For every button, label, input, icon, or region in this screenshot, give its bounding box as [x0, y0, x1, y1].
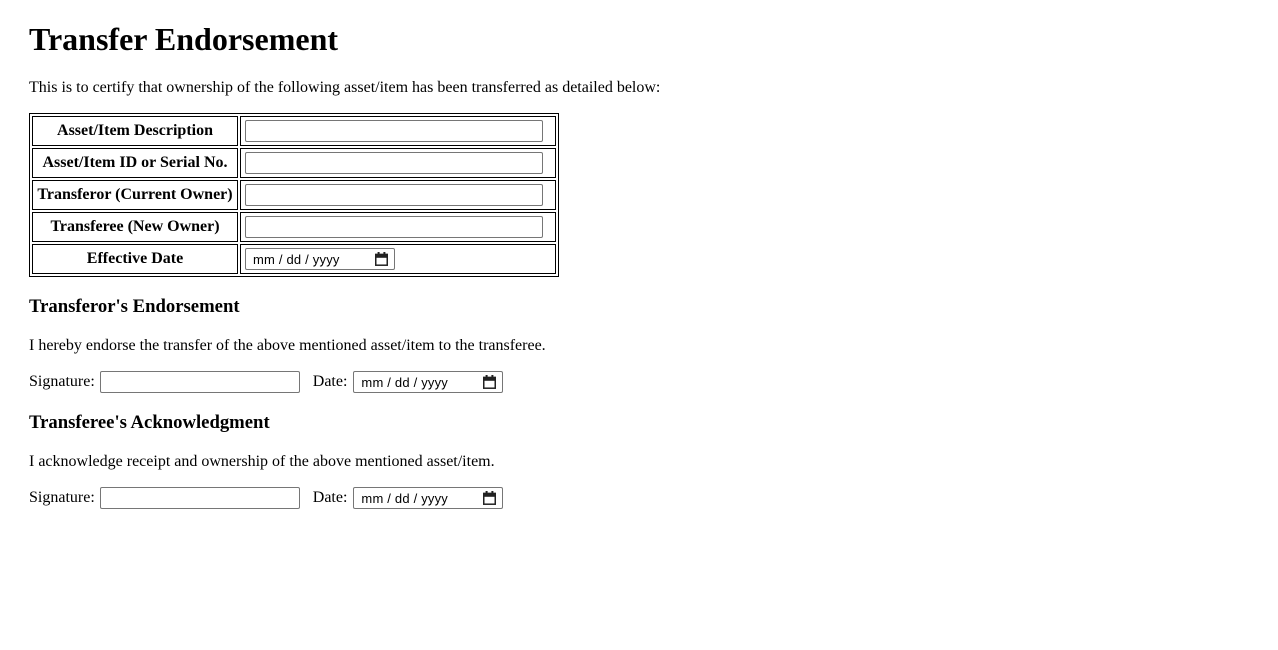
- transferee-acknowledgment-text: I acknowledge receipt and ownership of the above mentioned asset/item.: [29, 453, 495, 470]
- table-row: [32, 212, 556, 242]
- calendar-icon[interactable]: [483, 375, 496, 389]
- calendar-icon[interactable]: [483, 491, 496, 505]
- signature-label: Signature:: [29, 372, 95, 390]
- asset-id-input[interactable]: [245, 152, 543, 174]
- asset-description-input[interactable]: [245, 120, 543, 142]
- date-label: Date:: [312, 372, 348, 390]
- transferee-signature-input[interactable]: [100, 487, 300, 509]
- transferor-signature-input[interactable]: [100, 371, 300, 393]
- date-placeholder-text: mm / dd / yyyy: [253, 251, 340, 267]
- asset-table: [29, 113, 559, 277]
- transferor-endorsement-heading: Transferor's Endorsement: [29, 296, 240, 317]
- transferor-endorsement-text: I hereby endorse the transfer of the above mentioned asset/item to the transferee.: [29, 337, 546, 354]
- table-row: [32, 116, 556, 146]
- transferor-input[interactable]: [245, 184, 543, 206]
- transferor-signature-row: [29, 371, 1249, 393]
- intro-text: This is to certify that ownership of the following asset/item has been transferred as detailed below:: [29, 79, 661, 96]
- table-row: [32, 180, 556, 210]
- page-title: Transfer Endorsement: [29, 21, 339, 57]
- effective-date-label: Effective Date: [32, 244, 238, 274]
- table-row: [32, 244, 556, 274]
- date-placeholder-text: mm / dd / yyyy: [361, 374, 449, 390]
- calendar-icon[interactable]: [375, 252, 388, 266]
- signature-label: Signature:: [29, 488, 95, 506]
- table-row: [32, 148, 556, 178]
- asset-id-label: Asset/Item ID or Serial No.: [32, 148, 238, 178]
- transferee-signature-row: [29, 487, 1249, 509]
- transferee-acknowledgment-heading: Transferee's Acknowledgment: [29, 412, 270, 433]
- transferee-input[interactable]: [245, 216, 543, 238]
- asset-description-label: Asset/Item Description: [32, 116, 238, 146]
- transferor-label: Transferor (Current Owner): [32, 180, 238, 210]
- transferee-date-input[interactable]: [353, 487, 503, 509]
- transferee-label: Transferee (New Owner): [32, 212, 238, 242]
- date-placeholder-text: mm / dd / yyyy: [361, 490, 449, 506]
- date-label: Date:: [312, 488, 348, 506]
- transferor-date-input[interactable]: [353, 371, 503, 393]
- effective-date-input[interactable]: [245, 248, 395, 270]
